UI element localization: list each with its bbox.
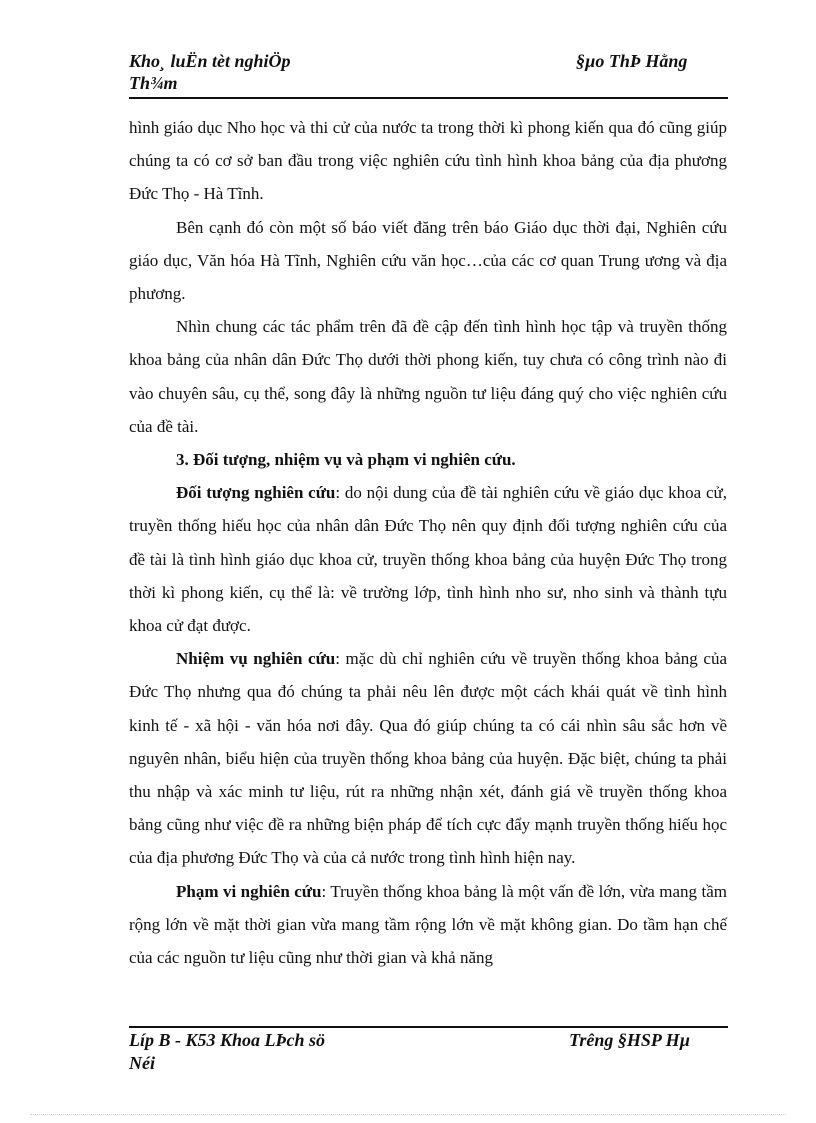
paragraph-6-text: : Truyền thống khoa bảng là một vấn đề lớn, vừa mang tầm rộng lớn về mặt thời gian vừa mang tầm rộng lớn về mặt không gian. Do tầm hạn chế của các nguồn tư liệu cũng như thời gian và khả năng [129, 881, 728, 968]
page-header [129, 50, 729, 98]
paragraph-5 [129, 642, 727, 874]
footer-left-line1: Líp B - K53 Khoa LÞch sö [129, 1030, 326, 1050]
section-heading: 3. Đối tượng, nhiệm vụ và phạm vi nghiên cứu. [176, 450, 516, 470]
paragraph-1: hình giáo dục Nho học và thi cử của nước ta trong thời kì phong kiến qua đó cũng giúp chúng ta có cơ sở ban đầu trong việc nghiên cứu tình hình khoa bảng của địa phương Đức Thọ - Hà Tĩnh. [129, 118, 727, 204]
header-left-line2: Th¾m [129, 73, 178, 93]
header-right: §µo ThÞ Hằng [576, 51, 688, 71]
paragraph-3: Nhìn chung các tác phẩm trên đã đề cập đến tình hình học tập và truyền thống khoa bảng của nhân dân Đức Thọ dưới thời phong kiến, tuy chưa có công trình nào đi vào chuyên sâu, cụ thể, song đây là những nguồn tư liệu đáng quý cho việc nghiên cứu của đề tài. [129, 317, 727, 436]
page-footer [129, 1029, 729, 1077]
paragraph-4 [129, 476, 727, 642]
header-left-line1: Kho¸ luËn tèt nghiÖp [129, 51, 291, 71]
header-left [129, 50, 429, 94]
footer-rule [129, 1026, 728, 1028]
paragraph-2: Bên cạnh đó còn một số báo viết đăng trên báo Giáo dục thời đại, Nghiên cứu giáo dục, Văn hóa Hà Tĩnh, Nghiên cứu văn học…của các cơ quan Trung ương và địa phương. [129, 217, 727, 304]
page-body [129, 111, 727, 974]
paragraph-5-label: Nhiệm vụ nghiên cứu [176, 649, 336, 669]
footer-right: Trêng §HSP Hµ [569, 1030, 691, 1050]
paragraph-4-text: : do nội dung của đề tài nghiên cứu về giáo dục khoa cử, truyền thống hiếu học của nhân dân Đức Thọ nên quy định đối tượng nghiên cứu của đề tài là tình hình giáo dục khoa cử, truyền thống khoa bảng của huyện Đức Thọ trong thời kì phong kiến, cụ thể là: về trường lớp, tình hình nho sư, nho sinh và thành tựu khoa cử đạt được. [129, 483, 727, 636]
paragraph-5-text: : mặc dù chỉ nghiên cứu về truyền thống khoa bảng của Đức Thọ nhưng qua đó chúng ta phải nêu lên được một cách khái quát về tình hình kinh tế - xã hội - văn hóa nơi đây. Qua đó giúp chúng ta có cái nhìn sâu sắc hơn về nguyên nhân, biểu hiện của truyền thống khoa bảng của huyện. Đặc biệt, chúng ta phải thu nhập và xác minh tư liệu, rút ra những nhận xét, đánh giá về truyền thống khoa bảng cũng như việc đề ra những biện pháp để tích cực đẩy mạnh truyền thống hiếu học của địa phương Đức Thọ và của cả nước trong tình hình hiện nay. [129, 649, 727, 868]
footer-left-line2: Néi [129, 1053, 155, 1073]
footer-left [129, 1029, 379, 1075]
paragraph-6-label: Phạm vi nghiên cứu [176, 881, 322, 901]
paragraph-4-label: Đối tượng nghiên cứu [176, 483, 336, 503]
header-rule [129, 97, 728, 99]
page-edge-divider [30, 1114, 786, 1115]
paragraph-6 [129, 875, 727, 975]
